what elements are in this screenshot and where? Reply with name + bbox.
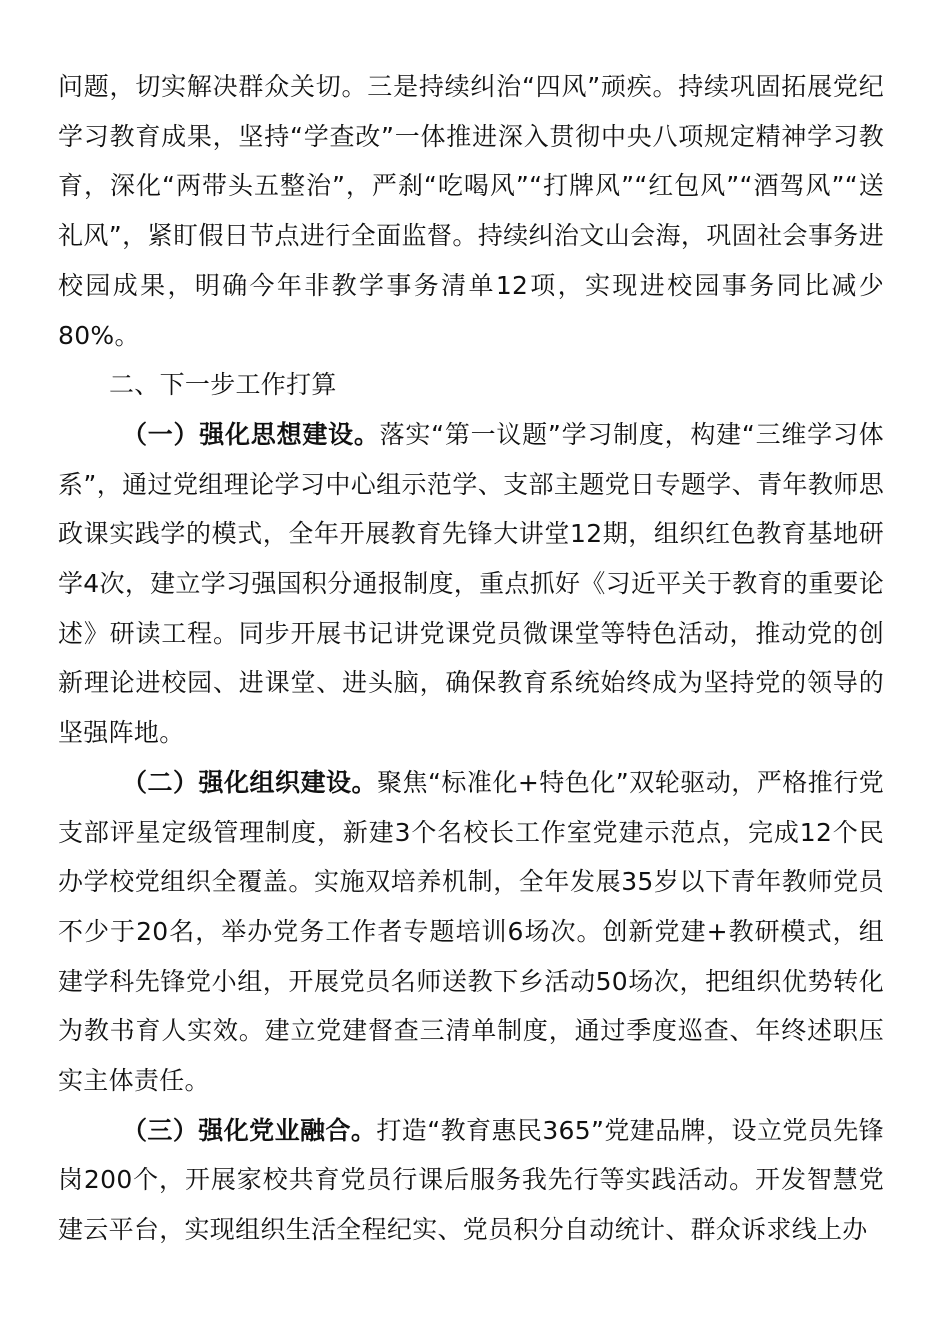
item-lead: （二）强化组织建设。 xyxy=(122,767,377,797)
item-party-work-integration xyxy=(58,1106,884,1255)
section-heading: 二、下一步工作打算 xyxy=(109,370,337,400)
paragraph-continuation: 问题，切实解决群众关切。三是持续纠治“四风”顽疾。持续巩固拓展党纪学习教育成果，坚持“学查改”一体推进深入贯彻中央八项规定精神学习教育，深化“两带头五整治”，严刹“吃喝风”“打牌风”“红包风”“酒驾风”“送礼风”，紧盯假日节点进行全面监督。持续纠治文山会海，巩固社会事务进校园成果，明确今年非教学事务清单12项，实现进校园事务同比减少80%。 xyxy=(58,72,884,350)
item-body: 打造“教育惠民365”党建品牌，设立党员先锋岗200个，开展家校共育党员行课后服务我先行等实践活动。开发智慧党建云平台，实现组织生活全程纪实、党员积分自动统计、群众诉求线上办 xyxy=(58,1115,884,1245)
item-lead: （一）强化思想建设。 xyxy=(122,419,380,449)
item-body: 聚焦“标准化+特色化”双轮驱动，严格推行党支部评星定级管理制度，新建3个名校长工作室党建示范点，完成12个民办学校党组织全覆盖。实施双培养机制，全年发展35岁以下青年教师党员不少于20名，举办党务工作者专题培训6场次。创新党建+教研模式，组建学科先锋党小组，开展党员名师送教下乡活动50场次，把组织优势转化为教书育人实效。建立党建督查三清单制度，通过季度巡查、年终述职压实主体责任。 xyxy=(58,767,884,1096)
item-organizational-building xyxy=(58,758,884,1106)
item-lead: （三）强化党业融合。 xyxy=(122,1115,377,1145)
item-body: 落实“第一议题”学习制度，构建“三维学习体系”，通过党组理论学习中心组示范学、支部主题党日专题学、青年教师思政课实践学的模式，全年开展教育先锋大讲堂12期，组织红色教育基地研学4次，建立学习强国积分通报制度，重点抓好《习近平关于教育的重要论述》研读工程。同步开展书记讲党课党员微课堂等特色活动，推动党的创新理论进校园、进课堂、进头脑，确保教育系统始终成为坚持党的领导的坚强阵地。 xyxy=(58,419,884,748)
item-ideological-building xyxy=(58,410,884,758)
